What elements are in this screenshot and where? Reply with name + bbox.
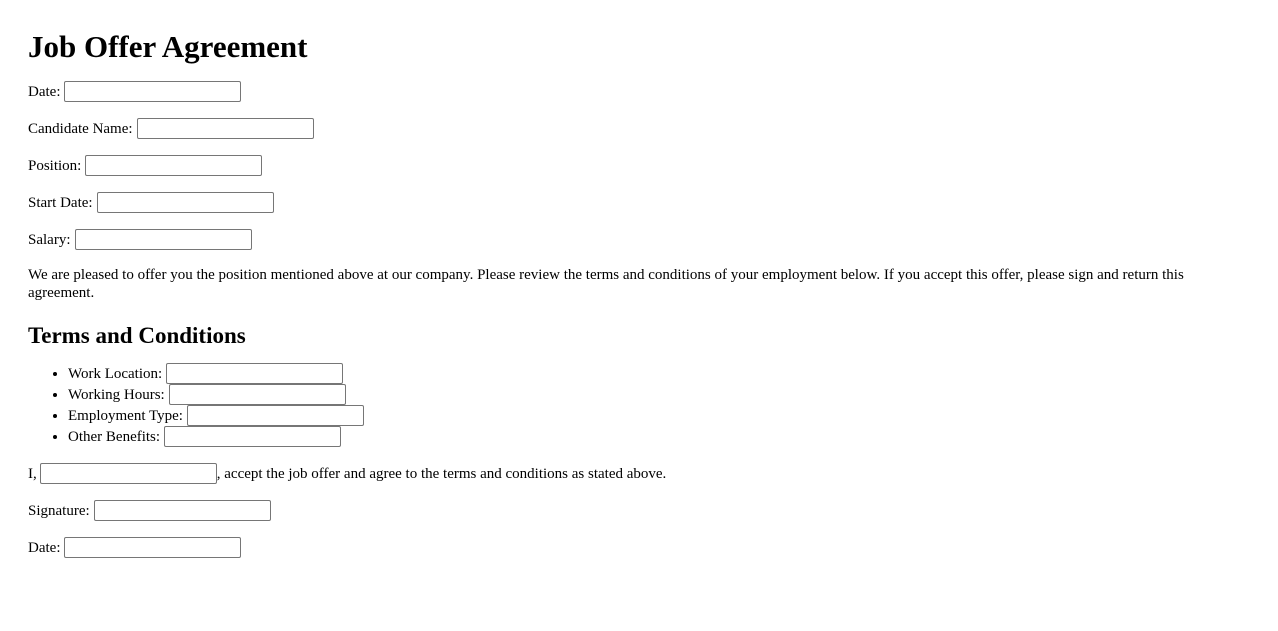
position-row	[28, 156, 1250, 177]
work-location-input[interactable]	[166, 363, 343, 384]
signature-date-row	[28, 538, 1250, 559]
employment-type-input[interactable]	[187, 405, 364, 426]
position-input[interactable]	[85, 155, 262, 176]
acceptance-row	[28, 464, 1250, 485]
signature-date-input[interactable]	[64, 537, 241, 558]
acceptance-name-input[interactable]	[40, 463, 217, 484]
start-date-input[interactable]	[97, 192, 274, 213]
working-hours-label: Working Hours:	[68, 387, 165, 403]
job-offer-form	[0, 30, 1278, 559]
intro-paragraph: We are pleased to offer you the position mentioned above at our company. Please review the terms and conditions of your employment below. If you accept this offer, please sign and return this agreement.	[28, 267, 1184, 301]
page-title: Job Offer Agreement	[28, 29, 308, 64]
signature-label: Signature:	[28, 503, 90, 519]
list-item	[68, 364, 1250, 385]
candidate-name-row	[28, 119, 1250, 140]
start-date-label: Start Date:	[28, 195, 93, 211]
signature-input[interactable]	[94, 500, 271, 521]
salary-label: Salary:	[28, 232, 71, 248]
list-item	[68, 427, 1250, 448]
date-row	[28, 82, 1250, 103]
candidate-name-input[interactable]	[137, 118, 314, 139]
list-item	[68, 406, 1250, 427]
signature-row	[28, 501, 1250, 522]
work-location-label: Work Location:	[68, 366, 163, 382]
signature-date-label: Date:	[28, 540, 61, 556]
date-label: Date:	[28, 84, 61, 100]
other-benefits-input[interactable]	[164, 426, 341, 447]
acceptance-suffix: , accept the job offer and agree to the terms and conditions as stated above.	[216, 466, 667, 482]
employment-type-label: Employment Type:	[68, 408, 183, 424]
date-input[interactable]	[64, 81, 241, 102]
start-date-row	[28, 193, 1250, 214]
working-hours-input[interactable]	[169, 384, 346, 405]
acceptance-prefix: I,	[28, 466, 37, 482]
salary-row	[28, 230, 1250, 251]
terms-heading: Terms and Conditions	[28, 323, 246, 348]
terms-list	[28, 364, 1250, 448]
position-label: Position:	[28, 158, 82, 174]
other-benefits-label: Other Benefits:	[68, 429, 161, 445]
list-item	[68, 385, 1250, 406]
candidate-name-label: Candidate Name:	[28, 121, 133, 137]
salary-input[interactable]	[75, 229, 252, 250]
